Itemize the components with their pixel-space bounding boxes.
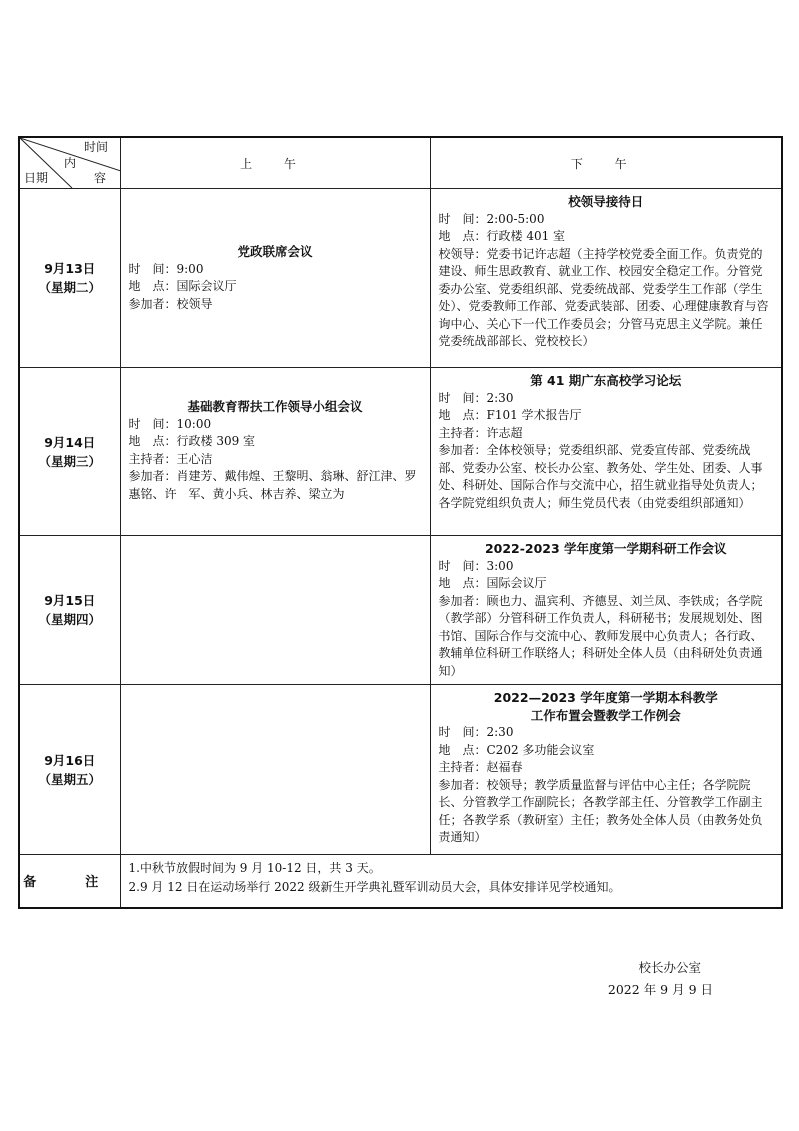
issue-date: 2022 年 9 月 9 日 xyxy=(607,982,713,997)
weekday-label: （星期二） xyxy=(38,280,101,295)
morning-header: 上 午 xyxy=(120,137,430,189)
meeting-detail: 地 点：国际会议厅 xyxy=(438,576,547,590)
morning-cell xyxy=(120,536,430,685)
meeting-detail: 校领导：党委书记许志超（主持学校党委全面工作。负责党的建设、师生思政教育、就业工作、校园安全稳定工作。分管党委办公室、党委组织部、党委统战部、党委学生工作部（学生处）、党委教师工作部、党委武装部、团委、心理健康教育与咨询中心、关心下一代工作委员会；分管马克思主义学院。兼任党委统战部部长、党校校长） xyxy=(438,246,769,348)
diagonal-header-cell xyxy=(19,137,120,189)
remark-item: 1.中秋节放假时间为 9 月 10-12 日，共 3 天。 xyxy=(128,861,381,875)
afternoon-cell xyxy=(430,368,782,536)
meeting-detail: 主持者：许志超 xyxy=(438,425,523,440)
diag-date-label: 日期 xyxy=(24,171,49,185)
meeting-title: 2022—2023 学年度第一学期本科教学 xyxy=(493,690,718,705)
meeting-detail: 主持者：王心洁 xyxy=(128,451,213,466)
morning-cell xyxy=(120,189,430,368)
afternoon-cell xyxy=(430,685,782,855)
table-row xyxy=(19,685,782,855)
weekday-label: （星期五） xyxy=(38,771,101,787)
table-row xyxy=(19,536,782,685)
date-label: 9月13日 xyxy=(44,261,96,276)
table-row xyxy=(19,368,782,536)
meeting-detail: 地 点：行政楼 309 室 xyxy=(128,434,256,448)
date-cell xyxy=(19,189,120,368)
schedule-table xyxy=(18,136,783,909)
meeting-detail: 参加者：校领导；教学质量监督与评估中心主任；各学院院长、分管教学工作副院长；各教学部主任、分管教学工作副主任；各教学系（教研室）主任；教务处全体人员（由教务处负责通知） xyxy=(438,777,763,844)
meeting-detail: 时 间：9:00 xyxy=(128,261,204,276)
meeting-detail: 参加者：肖建芳、戴伟煌、王黎明、翁琳、舒江津、罗惠铭、许 军、黄小兵、林吉养、梁立为 xyxy=(128,469,417,501)
diag-content-label-2: 容 xyxy=(94,171,107,185)
meeting-title: 校领导接待日 xyxy=(568,194,644,209)
date-cell xyxy=(19,368,120,536)
meeting-title: 基础教育帮扶工作领导小组会议 xyxy=(187,399,363,414)
morning-cell xyxy=(120,368,430,536)
afternoon-cell xyxy=(430,189,782,368)
meeting-title-line-2: 工作布置会暨教学工作例会 xyxy=(530,707,681,723)
header-row xyxy=(19,137,782,189)
diag-time-label: 时间 xyxy=(84,140,109,154)
meeting-detail: 时 间：3:00 xyxy=(438,558,514,573)
date-label: 9月15日 xyxy=(44,593,96,608)
remark-item: 2.9 月 12 日在运动场举行 2022 级新生开学典礼暨军训动员大会，具体安排详见学校通知。 xyxy=(128,880,621,894)
meeting-detail: 参加者：校领导 xyxy=(128,296,213,311)
diag-content-label-1: 内 xyxy=(64,156,77,170)
meeting-detail: 地 点：行政楼 401 室 xyxy=(438,229,566,243)
meeting-detail: 主持者：赵福春 xyxy=(438,760,523,774)
remarks-row xyxy=(19,855,782,908)
meeting-detail: 时 间：10:00 xyxy=(128,416,212,431)
meeting-detail: 参加者：顾也力、温宾利、齐德昱、刘兰凤、李铁成；各学院（教学部）分管科研工作负责人，科研秘书；发展规划处、图书馆、国际合作与交流中心、教师发展中心负责人；各行政、教辅单位科研工作联络人；科研处全体人员（由科研处负责通知） xyxy=(438,593,763,678)
date-cell xyxy=(19,685,120,855)
table-row xyxy=(19,189,782,368)
meeting-detail: 时 间：2:00-5:00 xyxy=(438,211,545,226)
meeting-detail: 时 间：2:30 xyxy=(438,390,514,405)
meeting-title: 2022-2023 学年度第一学期科研工作会议 xyxy=(484,541,727,556)
meeting-title: 党政联席会议 xyxy=(237,244,313,259)
meeting-title: 第 41 期广东高校学习论坛 xyxy=(530,373,682,388)
remarks-content xyxy=(120,855,782,908)
date-label: 9月14日 xyxy=(44,434,96,450)
afternoon-header: 下 午 xyxy=(430,137,782,189)
afternoon-cell xyxy=(430,536,782,685)
meeting-detail: 时 间：2:30 xyxy=(438,725,514,739)
date-cell xyxy=(19,536,120,685)
meeting-detail: 参加者：全体校领导；党委组织部、党委宣传部、党委统战部、党委办公室、校长办公室、教务处、学生处、团委、人事处、科研处、国际合作与交流中心，招生就业指导处负责人；各学院党组织负责人；师生党员代表（由党委组织部通知） xyxy=(438,443,763,510)
morning-cell xyxy=(120,685,430,855)
weekday-label: （星期四） xyxy=(38,612,101,627)
meeting-detail: 地 点：F101 学术报告厅 xyxy=(438,408,582,422)
remarks-label: 备 注 xyxy=(19,855,120,908)
meeting-detail: 地 点：C202 多功能会议室 xyxy=(438,742,595,757)
weekday-label: （星期三） xyxy=(38,453,101,469)
meeting-detail: 地 点：国际会议厅 xyxy=(128,279,237,293)
issuer-office: 校长办公室 xyxy=(638,960,701,975)
date-label: 9月16日 xyxy=(44,752,96,768)
